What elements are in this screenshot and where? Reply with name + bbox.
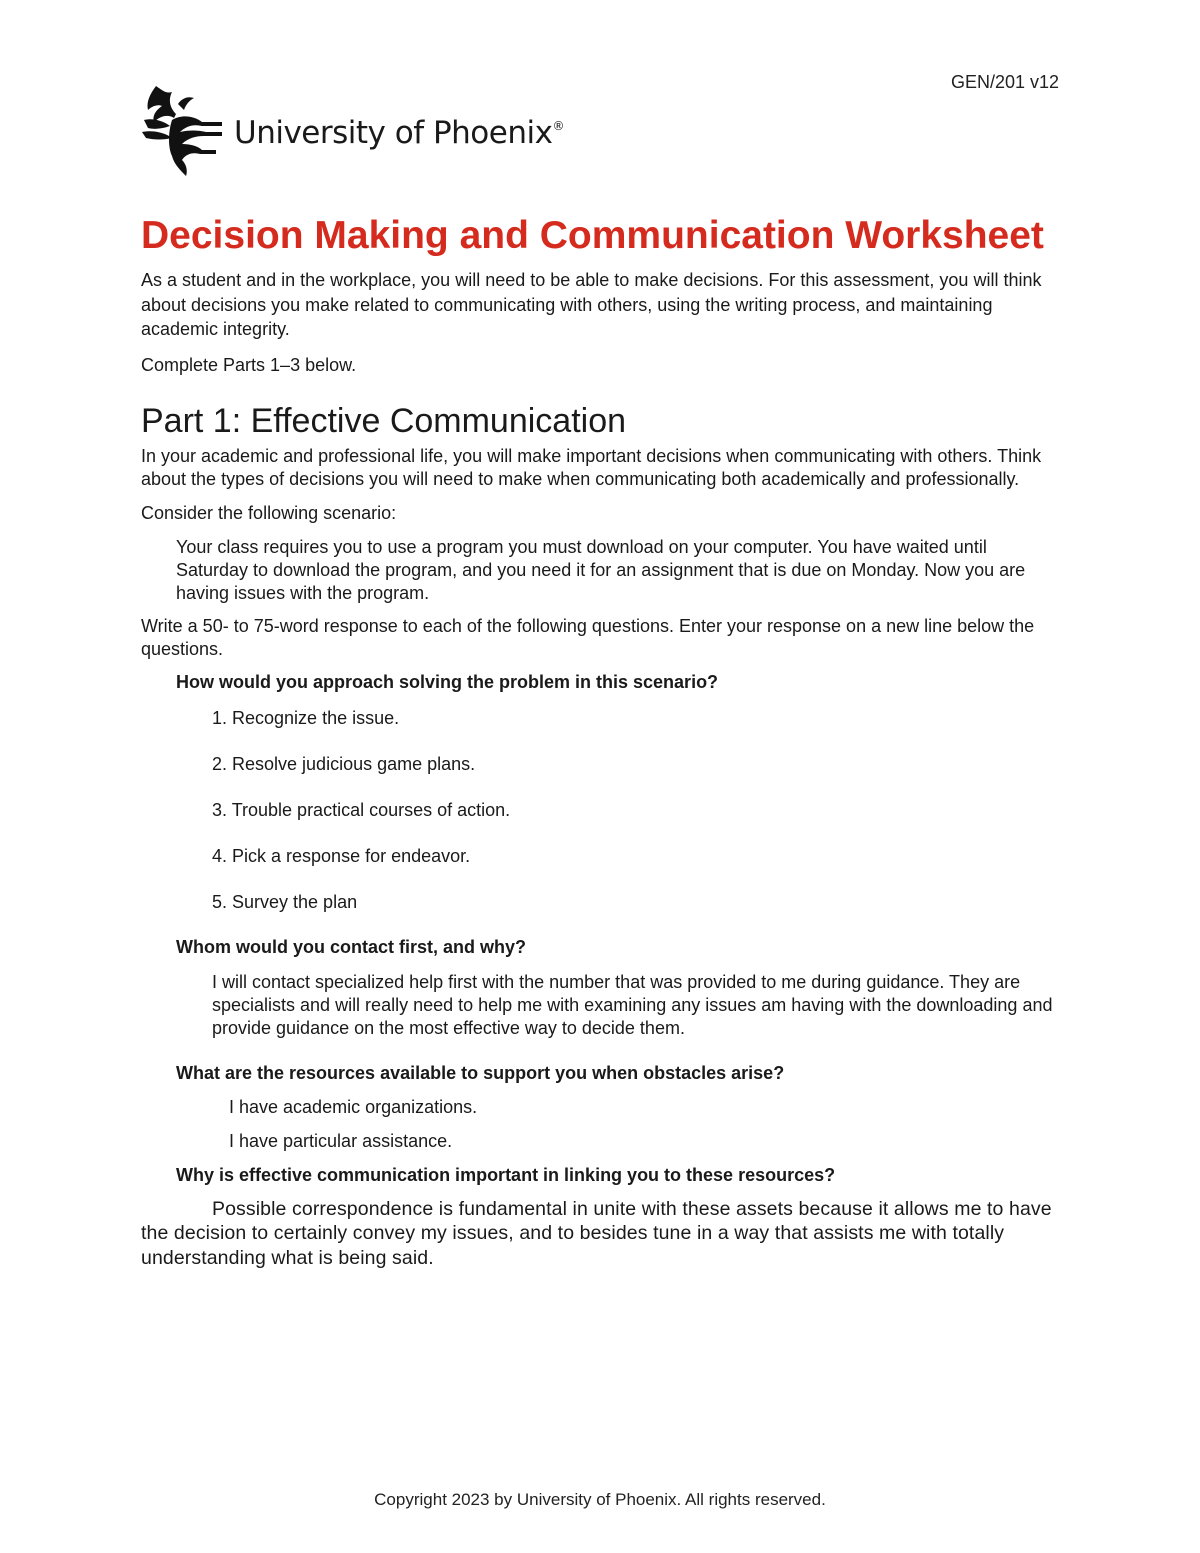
part1-heading: Part 1: Effective Communication [141,402,627,440]
resource-item: I have particular assistance. [229,1130,453,1151]
answer-2: I will contact specialized help first with the number that was provided to me during guidance. They are specialists and will really need to help me with examining any issues am having with the downloading and provide guidance on the most effective way to decide them. [212,971,1053,1038]
logo-wordmark [234,115,564,151]
course-code: GEN/201 v12 [950,72,1059,92]
copyright-footer: Copyright 2023 by University of Phoenix. All rights reserved. [374,1490,826,1509]
list-item: 4. Pick a response for endeavor. [212,845,471,866]
worksheet-content [141,210,1056,1270]
list-item: 3. Trouble practical courses of action. [212,799,511,820]
answer-4: Possible correspondence is fundamental in unite with these assets because it allows me to have the decision to certainly convey my issues, and to besides tune in a way that assists me with totally understanding what is being said. [141,1197,1052,1269]
question-2: Whom would you contact first, and why? [176,936,526,957]
list-item: 2. Resolve judicious game plans. [212,753,476,774]
intro-paragraph: As a student and in the workplace, you will need to be able to make decisions. For this assessment, you will think about decisions you make related to communicating with others, using the writing process, and maintaining academic integrity. [141,270,1042,339]
phoenix-icon [142,84,224,176]
university-logo [142,84,564,176]
list-item: 1. Recognize the issue. [212,707,400,728]
question-4: Why is effective communication important in linking you to these resources? [176,1164,836,1185]
consider-line: Consider the following scenario: [141,503,397,523]
page-title: Decision Making and Communication Worksheet [141,214,1044,257]
question-3: What are the resources available to support you when obstacles arise? [176,1062,785,1083]
part1-description: In your academic and professional life, you will make important decisions when communicating with others. Think about the types of decisions you will need to make when communicating both academically and professionally. [141,446,1042,489]
logo-text: University of Phoenix [234,115,553,151]
registered-mark: ® [552,119,564,133]
list-item: 5. Survey the plan [212,891,358,912]
write-instruction: Write a 50- to 75-word response to each of the following questions. Enter your response on a new line below the questions. [141,615,1035,659]
resource-item: I have academic organizations. [229,1096,478,1117]
question-1: How would you approach solving the problem in this scenario? [176,671,719,692]
steps-list [212,706,1056,914]
parts-instruction: Complete Parts 1–3 below. [141,354,357,375]
scenario-text: Your class requires you to use a program you must download on your computer. You have waited until Saturday to download the program, and you need it for an assignment that is due on Monday. Now you are having issues with the program. [176,536,1026,603]
answer-3 [229,1096,1056,1153]
